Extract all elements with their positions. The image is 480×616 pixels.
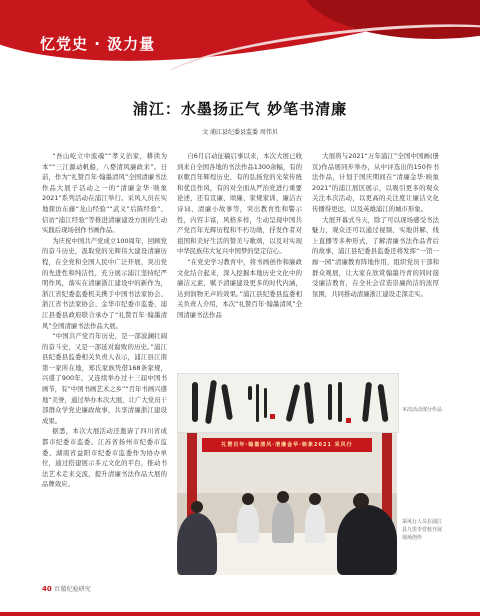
article-title: 浦江：水墨扬正气 妙笔书清廉 xyxy=(132,100,348,118)
text-column-3 xyxy=(312,151,439,369)
event-photo xyxy=(177,433,397,575)
paragraph: 自6月启动征稿启事以来，本次大展已收到来自全国各地的书法作品1300余幅，有的讴歌百年辉煌历史，有的弘扬党的光荣传统和优良作风，有的对全面从严治党进行重要论述，还有宣廉、颂廉、家规家训、廉洁古诗词、清廉小故事等，突出教育性和警示性，内容丰富，风格多样，生动呈现中国共产党百年光辉历程和不朽功勋，抒发作者对祖国和美好生活的赞美与歌颂，以及对实现中华民族伟大复兴中国梦的坚定信心。 xyxy=(177,152,302,256)
paragraph: 为庆祝中国共产党成立100周年，回顾党的奋斗历史，汲取党的光辉伟大建设清廉历程，在全党和全国人民中广泛开展，突出党的先进性和纯洁性，充分展示浦江坚持纪严明作风，落实在清廉浙江建设中的新作为，浙江省纪委监委机关携手中国书法家协会、浙江省书法家协会、金华市纪委市监委、浦江县委县政府联合承办了“礼赞百年·翰墨清风”全国清廉书法作品大展。 xyxy=(42,236,167,330)
paragraph: “中国共产党百年历史，是一部波澜壮阔的奋斗史，又是一部延对腐败的历史。”浦江县纪委县监委相关负责人表示，浦江县江南第一家所在地，郑氏家族凭借168条家规，兴盛了900年，又连续举办过十三届中国书画节，有“中国书画艺术之乡”“百年书画兴盛地”美誉，通过举办本次大展，让广大党员干部群众学党史廉政故事，共享清廉浙江建设成果。 xyxy=(42,332,167,425)
header-band xyxy=(0,0,480,70)
publication-name: 红船纪检研究 xyxy=(54,586,91,593)
paragraph: 大展开幕式当天，除了可以现场感受书法魅力，观众还可以通过视频、实地讲解、线上直播等多种形式，了解清廉书法作品背后的故事，浦江县纪委县监委还将发挥“一馆一廊一园”清廉教育阵地作用，组织党员干部和群众观展，让大家在欣赏翰墨丹青的同时接受廉洁教育，在全社会营造崇廉尚洁的浓厚氛围，共同推动清廉浙江建设走深走实。 xyxy=(312,215,439,298)
photo-banner: 礼赞百年·翰墨清风·清廉金华·映象2021 采风行 xyxy=(202,438,372,452)
paragraph: “在党史学习教育中，将书画创作和廉政文化结合起来，深入挖掘本地历史文化中的廉洁元素，赋予清廉建设更多的时代内涵，达到润物无声的效果。”浦江县纪委县监委相关负责人介绍，本次“礼赞百年·翰墨清风”全国清廉书法作品 xyxy=(177,257,302,319)
bottom-red-bar xyxy=(0,612,480,616)
text-column-1 xyxy=(42,151,167,576)
article-byline: 文 浦江县纪委县监委 周伟贝 xyxy=(202,129,278,136)
text-column-2 xyxy=(177,151,302,369)
paragraph: 大展将与2021“万年浦江”全国中国画(册页)作品展同步举办，从中评选出的150件书法作品，计划于国庆期间在“清廉金华·映象2021”的浦江展区展示，以吸引更多的观众关注本次活动，以更高的关注度让廉洁文化传播得更远，以及英雄浦江的城市形象。 xyxy=(312,152,439,213)
paragraph: 据悉，本次大展活动还邀请了四川省成都市纪委市监委、江苏省扬州市纪委市监委、湖南省益阳市纪委市监委作为协办单位，通过搭建展示多元文化的平台，推动书法艺术走来交流，提升清廉书法作品大展的品牌效应。 xyxy=(42,427,167,489)
photo-caption: 采风行人员在浦江县九里李党校开展现场创作 xyxy=(402,519,443,541)
page-number: 40 xyxy=(42,585,52,593)
page-footer xyxy=(42,584,91,593)
calligraphy-image xyxy=(177,373,399,433)
section-title: 忆党史 · 汲力量 xyxy=(40,35,156,53)
paragraph: “吾山屹立中流魂”“孝义治家，耕读为本”“三江源动帆船，八婺清风廉政来”。日前，作为“礼赞百年·翰墨清风”全国清廉书法作品大展子活动之一的“清廉金华·映象2021”系列活动在浦江举行。采风人员在实地探访东藤“龙山经验”“武义”后陈经验”、信访“浦江经验”等推进清廉建设方面的生动实践后现场创作书画作品。 xyxy=(42,152,167,235)
calligraphy-caption: 本次活动部分作品 xyxy=(402,407,443,413)
